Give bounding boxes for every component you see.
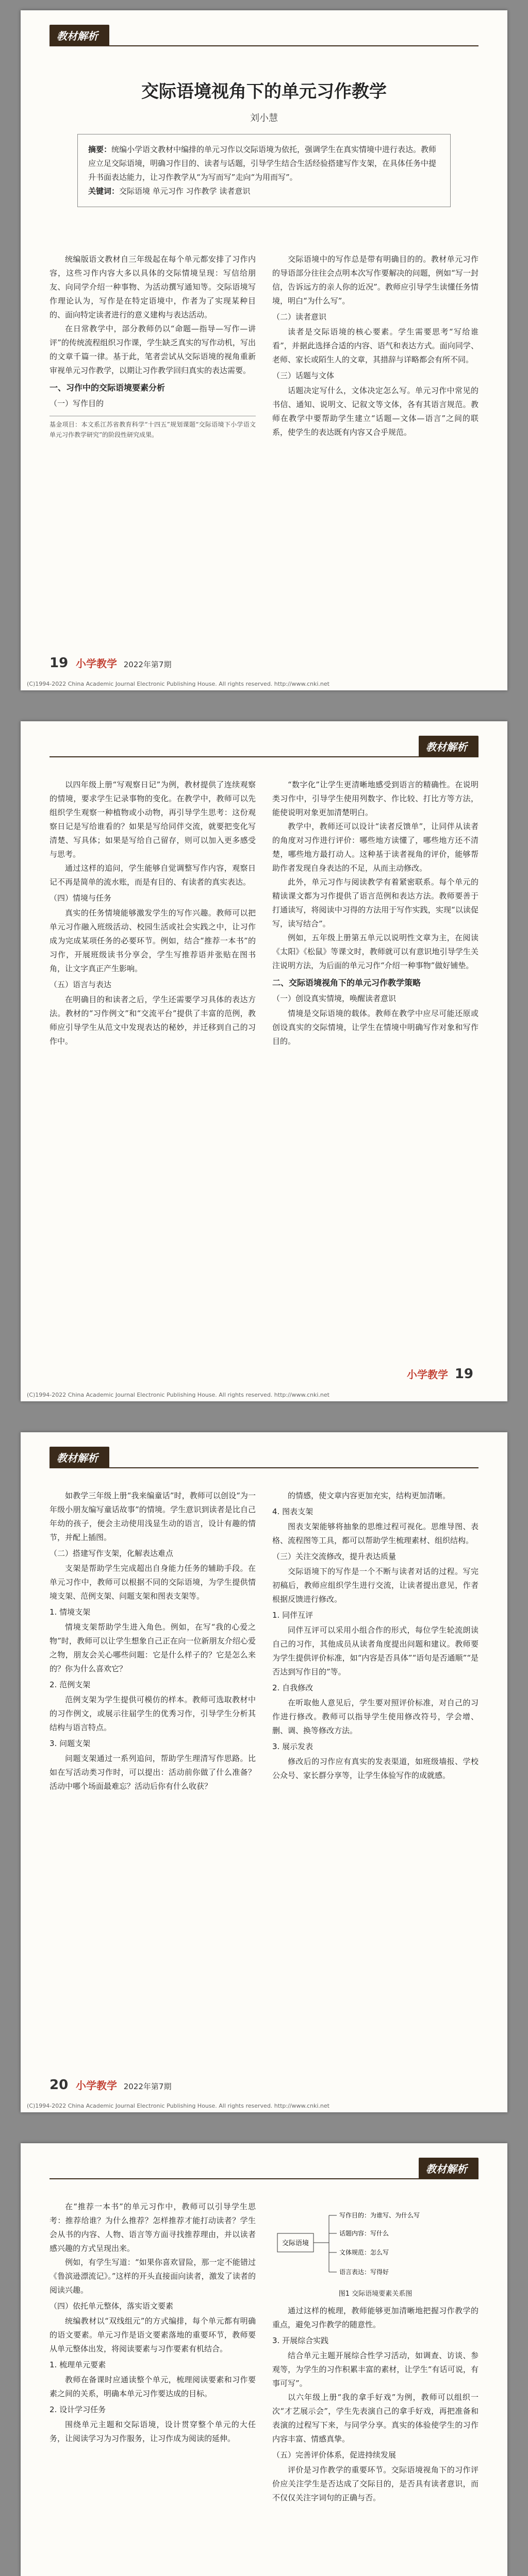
left-column bbox=[50, 2200, 256, 2505]
section-tag: 教材解析 bbox=[419, 2158, 478, 2179]
journal-page-3 bbox=[21, 1432, 507, 2112]
subsection-heading: 2. 范例支架 bbox=[50, 1680, 91, 1689]
paragraph: 图表支架能够将抽象的思维过程可视化。思维导图、表格、流程图等工具，都可以帮助学生梳理素材、组织结构。 bbox=[272, 1522, 478, 1545]
page-header bbox=[50, 25, 478, 50]
subsection-heading: （一）创设真实情境，唤醒读者意识 bbox=[272, 994, 397, 1003]
section-heading: 一、习作中的交际语境要素分析 bbox=[50, 383, 166, 393]
paragraph: 评价是习作教学的重要环节。交际语境视角下的习作评价应关注学生是否达成了交际目的，是否具有读者意识，而不仅仅关注字词句的正确与否。 bbox=[272, 2465, 478, 2502]
right-column bbox=[272, 1489, 478, 1793]
page-header bbox=[50, 1447, 478, 1472]
section-tag: 教材解析 bbox=[419, 736, 478, 757]
paragraph: 教学中，教师还可以设计“读者反馈单”，让同伴从读者的角度对习作进行评价：哪些地方读懂了，哪些地方还不清楚，哪些地方最打动人。这种基于读者视角的评价，能够帮助作者发现自身表达的不足，从而主动修改。 bbox=[272, 822, 478, 873]
subsection-heading: 1. 情境支架 bbox=[50, 1607, 91, 1617]
article-author: 刘小慧 bbox=[250, 113, 278, 124]
subsection-heading: （三）话题与文体 bbox=[272, 371, 335, 380]
subsection-heading: （五）语言与表达 bbox=[50, 980, 112, 989]
paragraph: “数字化”让学生更清晰地感受到语言的精确性。在说明类习作中，引导学生使用列数字、作比较、打比方等方法，能使说明对象更加清楚明白。 bbox=[272, 780, 478, 817]
body-columns bbox=[50, 1489, 478, 1793]
right-column bbox=[272, 252, 478, 440]
paragraph: 例如，五年级上册第五单元以说明性文章为主，在阅读《太阳》《松鼠》等课文时，教师就可以有意识地引导学生关注说明方法，为后面的单元习作“介绍一种事物”做好铺垫。 bbox=[272, 933, 478, 970]
subsection-heading: 2. 设计学习任务 bbox=[50, 2405, 106, 2414]
paragraph: 同伴互评可以采用小组合作的形式，每位学生轮流朗读自己的习作，其他成员从读者角度提出问题和建议。教师要为学生提供评价标准，如“内容是否具体”“语句是否通顺”“是否达到写作目的”等。 bbox=[272, 1625, 478, 1676]
journal-page-1 bbox=[21, 10, 507, 690]
header-rule bbox=[50, 2178, 478, 2179]
paragraph: 范例支架为学生提供可模仿的样本。教师可选取教材中的习作例文，或展示往届学生的优秀习作，引导学生分析其结构与语言特点。 bbox=[50, 1695, 256, 1732]
diagram-svg bbox=[272, 2205, 478, 2282]
body-columns bbox=[50, 252, 478, 440]
subsection-heading: （五）完善评价体系，促进持续发展 bbox=[272, 2450, 397, 2460]
page-footer bbox=[50, 2077, 478, 2093]
magazine-name: 小学教学 bbox=[75, 2079, 117, 2092]
paragraph: 例如，有学生写道：“如果你喜欢冒险，那一定不能错过《鲁滨逊漂流记》。”这样的开头直接面向读者，激发了读者的阅读兴趣。 bbox=[50, 2258, 256, 2295]
journal-page-4 bbox=[21, 2143, 507, 2576]
paragraph: 在“推荐一本书”的单元习作中，教师可以引导学生思考：推荐给谁？为什么推荐？怎样推荐才能打动读者？学生会从书的内容、人物、语言等方面寻找推荐理由，并以读者感兴趣的方式呈现出来。 bbox=[50, 2202, 256, 2253]
subsection-heading: 1. 同伴互评 bbox=[272, 1611, 314, 1620]
abstract-box bbox=[77, 134, 451, 207]
paragraph: 支架是帮助学生完成超出自身能力任务的辅助手段。在单元习作中，教师可以根据不同的交际语境，为学生提供情境支架、范例支架、问题支架和图表支架等。 bbox=[50, 1564, 256, 1601]
paragraph: 修改后的习作应有真实的发表渠道，如班级墙报、学校公众号、家长群分享等，让学生体验写作的成就感。 bbox=[272, 1757, 478, 1780]
abstract-text: 统编小学语文教材中编排的单元习作以交际语境为依托，强调学生在真实情境中进行表达。教师应立足交际语境，明确习作目的、读者与话题，引导学生结合生活经验搭建写作支架，在具体任务中提升书面表达能力，让习作教学从“为写而写”走向“为用而写”。 bbox=[88, 145, 437, 182]
paragraph: 话题决定写什么，文体决定怎么写。单元习作中常见的书信、通知、说明文、记叙文等文体，各有其语言规范。教师在教学中要帮助学生建立“话题—文体—语言”之间的联系，使学生的表达既有内容又合乎规范。 bbox=[272, 386, 478, 437]
paragraph: 结合单元主题开展综合性学习活动，如调查、访谈、参观等，为学生的习作积累丰富的素材，让学生“有话可说，有事可写”。 bbox=[272, 2351, 478, 2388]
paragraph: 情境支架帮助学生进入角色。例如，在写“我的心爱之物”时，教师可以让学生想象自己正在向一位新朋友介绍心爱之物，朋友会关心哪些问题：它是什么样子的？它是怎么来的？你为什么喜欢它？ bbox=[50, 1622, 256, 1673]
keywords-label: 关键词： bbox=[88, 187, 120, 196]
abstract-label: 摘要： bbox=[88, 145, 112, 154]
subsection-heading: 2. 自我修改 bbox=[272, 1683, 314, 1692]
subsection-heading: 4. 图表支架 bbox=[272, 1507, 314, 1516]
diagram-item: 写作目的：为谁写、为什么写 bbox=[339, 2212, 420, 2219]
keywords-text: 交际语境 单元习作 习作教学 读者意识 bbox=[119, 187, 251, 196]
subsection-heading: 1. 梳理单元要素 bbox=[50, 2360, 106, 2369]
left-column bbox=[50, 1489, 256, 1793]
copyright-line: (C)1994-2022 China Academic Journal Electronic Publishing House. All rights reserved. http://www.cnki.net bbox=[27, 2103, 329, 2109]
page-header bbox=[50, 736, 478, 761]
paragraph: 以四年级上册“写观察日记”为例，教材提供了连续观察的情境，要求学生记录事物的变化。在教学中，教师可以先组织学生观察一种植物或小动物，再引导学生思考：这份观察日记是写给谁看的？如果是写给同伴交流，就要把变化写清楚、写具体；如果是写给自己留存，则可以加入更多感受与思考。 bbox=[50, 780, 256, 859]
paragraph: 的情感，使文章内容更加充实，结构更加清晰。 bbox=[288, 1491, 451, 1500]
issue-label: 2022年第7期 bbox=[123, 2082, 172, 2091]
paragraph: 如教学三年级上册“我来编童话”时，教师可以创设“为一年级小朋友编写童话故事”的情境。学生意识到读者是比自己年幼的孩子，便会主动使用浅显生动的语言，设计有趣的情节，并配上插图。 bbox=[50, 1491, 256, 1542]
page-header bbox=[50, 2158, 478, 2183]
left-column bbox=[50, 252, 256, 440]
section-heading: 二、交际语境视角下的单元习作教学策略 bbox=[272, 978, 421, 988]
subsection-heading: （二）读者意识 bbox=[272, 312, 327, 321]
paragraph: 教师在备课时应通读整个单元，梳理阅读要素和习作要素之间的关系，明确本单元习作要达成的目标。 bbox=[50, 2375, 256, 2398]
right-column bbox=[272, 778, 478, 1048]
subsection-heading: 3. 开展综合实践 bbox=[272, 2336, 329, 2345]
section-tag: 教材解析 bbox=[50, 1447, 109, 1468]
paragraph: 问题支架通过一系列追问，帮助学生理清写作思路。比如在写活动类习作时，可以提出：活动前你做了什么准备？活动中哪个场面最难忘？活动后你有什么收获？ bbox=[50, 1754, 256, 1791]
diagram-item: 语言表达：写得好 bbox=[339, 2268, 389, 2276]
section-tag: 教材解析 bbox=[50, 25, 109, 46]
paragraph: 统编教材以“双线组元”的方式编排，每个单元都有明确的语文要素。单元习作是语文要素落地的重要环节，教师要从单元整体出发，将阅读要素与习作要素有机结合。 bbox=[50, 2316, 256, 2353]
right-column bbox=[272, 2200, 478, 2505]
paragraph: 读者是交际语境的核心要素。学生需要思考“写给谁看”，并据此选择合适的内容、语气和表达方式。面向同学、老师、家长或陌生人的文章，其措辞与详略都会有所不同。 bbox=[272, 327, 478, 364]
figure-caption: 图1 交际语境要素关系图 bbox=[338, 2290, 412, 2298]
subsection-heading: （一）写作目的 bbox=[50, 399, 104, 408]
footnote: 基金项目：本文系江苏省教育科学“十四五”规划课题“交际语境下小学语文单元习作教学研究”的阶段性研究成果。 bbox=[50, 416, 256, 440]
diagram-item: 文体规范：怎么写 bbox=[339, 2249, 389, 2256]
paragraph: 在日常教学中，部分教师仍以“命题—指导—写作—讲评”的传统流程组织习作课，学生缺乏真实的写作动机，写出的文章千篇一律。基于此，笔者尝试从交际语境的视角重新审视单元习作教学，以期让习作教学回归真实的表达需要。 bbox=[50, 324, 256, 375]
paragraph: 真实的任务情境能够激发学生的写作兴趣。教师可以把单元习作融入班级活动、校园生活或社会实践之中，让习作成为完成某项任务的必要环节。例如，结合“推荐一本书”的习作，开展班级读书分享会，学生写推荐语并张贴在图书角，让文字真正产生影响。 bbox=[50, 908, 256, 973]
paragraph: 围绕单元主题和交际语境，设计贯穿整个单元的大任务，让阅读学习为习作服务，让习作成为阅读的延伸。 bbox=[50, 2420, 256, 2443]
header-rule bbox=[50, 1467, 478, 1468]
paragraph: 以六年级上册“我的拿手好戏”为例，教师可以组织一次“才艺展示会”，学生先表演自己的拿手好戏，再把准备和表演的过程写下来，与同学分享。真实的体验使学生的习作内容丰富、情感真挚。 bbox=[272, 2393, 478, 2444]
subsection-heading: （二）搭建写作支架，化解表达难点 bbox=[50, 1549, 174, 1558]
subsection-heading: 3. 展示发表 bbox=[272, 1742, 314, 1751]
body-columns bbox=[50, 778, 478, 1048]
subsection-heading: （四）情境与任务 bbox=[50, 893, 112, 903]
subsection-heading: （四）依托单元整体，落实语文要素 bbox=[50, 2301, 174, 2311]
paragraph: 通过这样的梳理，教师能够更加清晰地把握习作教学的重点，避免习作教学的随意性。 bbox=[272, 2306, 478, 2329]
header-rule bbox=[50, 45, 478, 46]
diagram-center-label: 交际语境 bbox=[282, 2240, 309, 2247]
paragraph: 情境是交际语境的载体。教师在教学中应尽可能还原或创设真实的交际情境，让学生在情境中明确写作对象和写作目的。 bbox=[272, 1009, 478, 1046]
magazine-name: 小学教学 bbox=[75, 657, 117, 670]
page-footer bbox=[50, 1366, 478, 1382]
diagram-item: 话题内容：写什么 bbox=[339, 2230, 389, 2237]
article-title: 交际语境视角下的单元习作教学 bbox=[141, 81, 387, 102]
issue-label: 2022年第7期 bbox=[123, 660, 172, 669]
paragraph: 此外，单元习作与阅读教学有着紧密联系。每个单元的精读课文都为习作提供了语言范例和表达方法。教师要善于打通读写，将阅读中习得的方法用于写作实践，实现“以读促写，读写结合”。 bbox=[272, 877, 478, 928]
subsection-heading: 3. 问题支架 bbox=[50, 1739, 91, 1748]
page-number: 19 bbox=[454, 1366, 473, 1382]
paragraph: 交际语境中的写作总是带有明确目的的。教材单元习作的导语部分往往会点明本次写作要解决的问题，例如“写一封信，告诉远方的亲人你的近况”。教师应引导学生读懂任务情境，明白“为什么写”。 bbox=[272, 255, 478, 306]
header-rule bbox=[50, 756, 478, 757]
paragraph: 在听取他人意见后，学生要对照评价标准，对自己的习作进行修改。教师可以指导学生使用修改符号，学会增、删、调、换等修改方法。 bbox=[272, 1698, 478, 1735]
page-number: 19 bbox=[50, 655, 69, 671]
journal-page-2 bbox=[21, 721, 507, 1401]
paragraph: 在明确目的和读者之后，学生还需要学习具体的表达方法。教材的“习作例文”和“交流平台”提供了丰富的范例，教师应引导学生从范文中发现表达的秘妙，并迁移到自己的习作中。 bbox=[50, 995, 256, 1046]
paragraph: 通过这样的追问，学生能够自觉调整写作内容，观察日记不再是简单的流水账，而是有目的、有读者的真实表达。 bbox=[50, 863, 256, 887]
left-column bbox=[50, 778, 256, 1048]
paragraph: 统编版语文教材自三年级起在每个单元都安排了习作内容，这些习作内容大多以具体的交际情境呈现：写信给朋友、向同学介绍一种事物、为活动撰写通知等。交际语境写作理论认为，写作是在特定语境中，作者为了实现某种目的、面向特定读者进行的意义建构与表达活动。 bbox=[50, 255, 256, 319]
page-footer bbox=[50, 655, 478, 671]
magazine-name: 小学教学 bbox=[407, 1368, 449, 1381]
concept-diagram bbox=[272, 2205, 478, 2301]
page-number: 20 bbox=[50, 2077, 69, 2093]
subsection-heading: （三）关注交流修改，提升表达质量 bbox=[272, 1552, 397, 1561]
copyright-line: (C)1994-2022 China Academic Journal Electronic Publishing House. All rights reserved. http://www.cnki.net bbox=[27, 1392, 329, 1398]
body-columns bbox=[50, 2200, 478, 2505]
paragraph: 交际语境下的写作是一个不断与读者对话的过程。写完初稿后，教师应组织学生进行交流，让读者提出意见，作者根据反馈进行修改。 bbox=[272, 1567, 478, 1604]
copyright-line: (C)1994-2022 China Academic Journal Electronic Publishing House. All rights reserved. http://www.cnki.net bbox=[27, 681, 329, 687]
